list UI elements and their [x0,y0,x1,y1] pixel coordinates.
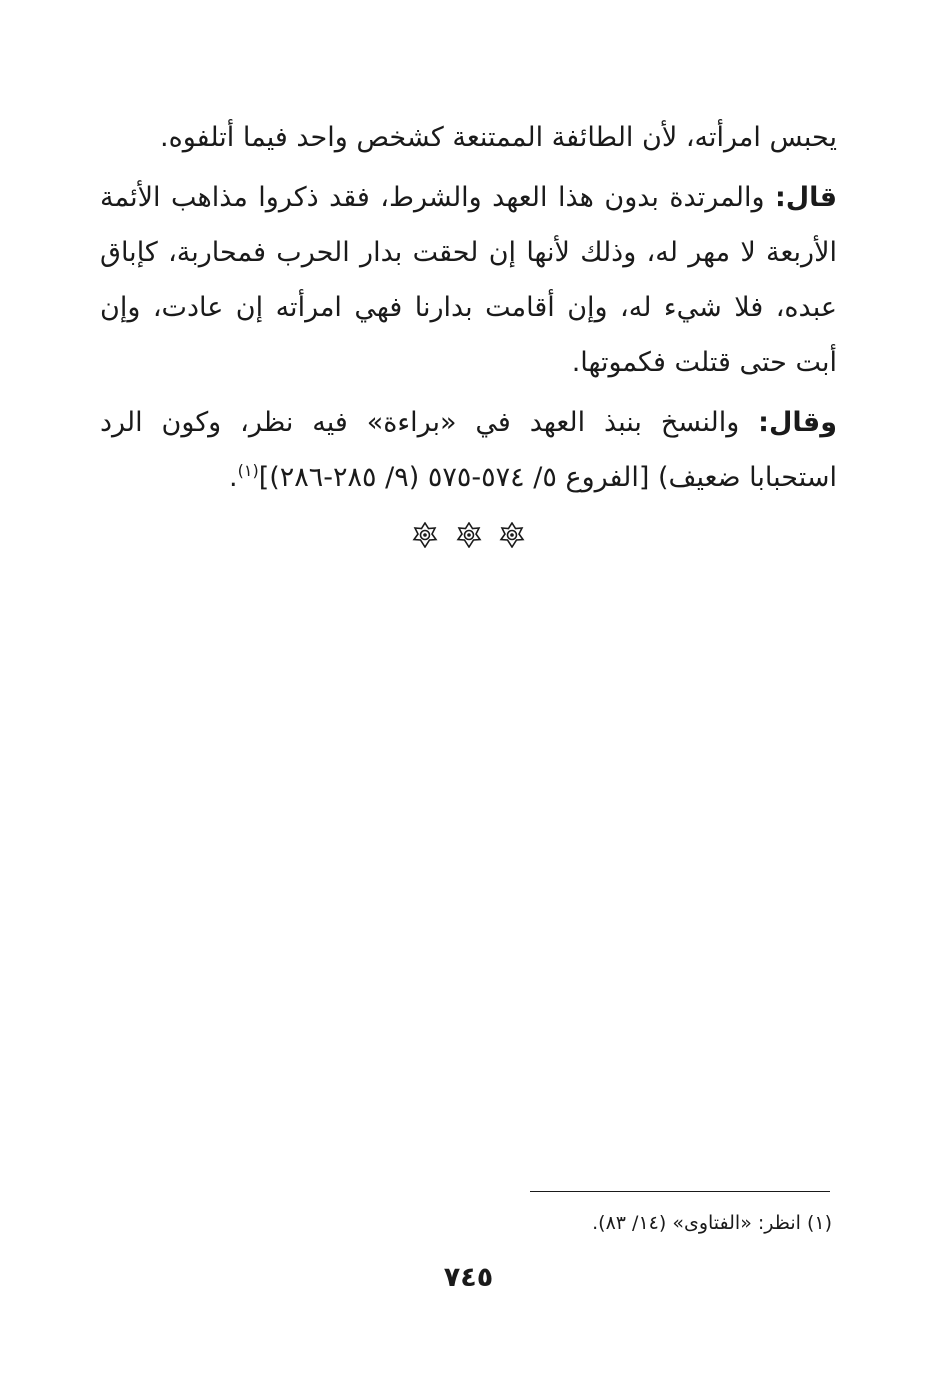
footnote-separator [530,1191,830,1192]
star-flower-icon [456,522,482,548]
section-divider-ornaments [0,522,937,552]
paragraph-1-text: يحبس امرأته، لأن الطائفة الممتنعة كشخص واحد فيما أتلفوه. [160,122,837,153]
footnote-text: (١) انظر: «الفتاوى» (١٤/ ٨٣). [592,1212,832,1234]
paragraph-1 [100,110,837,165]
paragraph-3 [100,395,837,505]
paragraph-2-text: والمرتدة بدون هذا العهد والشرط، فقد ذكروا مذاهب الأئمة الأربعة لا مهر له، وذلك لأنها إن لحقت بدار الحرب فمحاربة، كإباق عبده، فلا شيء له، وإن أقامت بدارنا فهي امرأته إن عادت، وإن أبت حتى قتلت فكموتها. [100,182,837,378]
star-flower-icon [499,522,525,548]
page-body [100,110,837,510]
paragraph-2-lead: قال: [774,182,837,213]
paragraph-3-tail: . [229,462,238,493]
footnote [100,1206,832,1240]
star-flower-icon [412,522,438,548]
paragraph-3-lead: وقال: [758,407,837,438]
footnote-reference[interactable]: (١) [237,461,259,480]
paragraph-3-text: والنسخ بنبذ العهد في «براءة» فيه نظر، وكون الرد استحبابا ضعيف) [الفروع ٥/ ٥٧٤-٥٧٥ (٩/ ٢٨٥-٢٨٦)] [100,407,837,493]
page-number: ٧٤٥ [443,1262,494,1293]
paragraph-2 [100,170,837,390]
